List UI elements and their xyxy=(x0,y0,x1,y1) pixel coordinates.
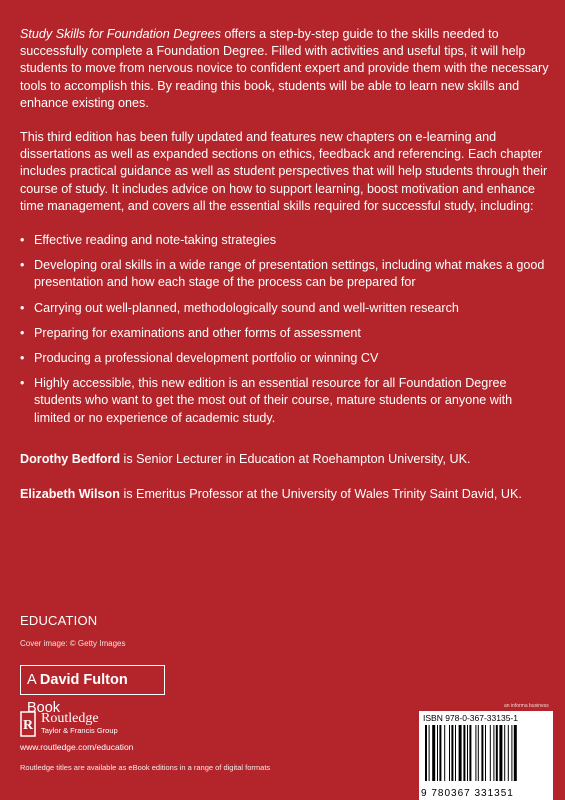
author-bio-bedford xyxy=(20,452,550,466)
publisher-url: www.routledge.com/education xyxy=(20,742,134,752)
list-item: • Producing a professional development portfolio or winning CV xyxy=(20,350,550,367)
imprint-prefix: A xyxy=(27,672,40,688)
ebook-note: Routledge titles are available as eBook editions in a range of digital formats xyxy=(20,763,271,772)
barcode-icon xyxy=(423,725,549,781)
isbn-label: ISBN 978-0-367-33135-1 xyxy=(423,713,518,723)
barcode-digits: 9 780367 331351 xyxy=(421,788,514,799)
intro-text: offers a step-by-step guide to the skills needed to successfully complete a Foundation Degree. Filled with activities and useful tips, it will help students to move from nervous novice to confident expert and provide them with the necessary tools to accomplish this. By reading this book, students will be able to learn new skills and enhance existing ones. xyxy=(20,27,549,110)
informa-tagline: an informa business xyxy=(504,703,549,709)
skills-list xyxy=(20,232,550,427)
cover-credit: Cover image: © Getty Images xyxy=(20,639,126,648)
list-item: • Effective reading and note-taking strategies xyxy=(20,232,550,249)
publisher-name: Routledge xyxy=(41,711,99,726)
imprint-suffix: Book xyxy=(27,700,61,716)
isbn-barcode xyxy=(419,711,553,800)
publisher-group: Taylor & Francis Group xyxy=(41,726,118,735)
routledge-r-icon xyxy=(20,711,36,737)
author-name: Elizabeth Wilson xyxy=(20,487,120,501)
imprint-box xyxy=(20,665,165,716)
list-item: • Preparing for examinations and other forms of assessment xyxy=(20,325,550,342)
book-title: Study Skills for Foundation Degrees xyxy=(20,27,221,41)
subject-category: EDUCATION xyxy=(20,613,98,628)
list-item: • Developing oral skills in a wide range of presentation settings, including what makes a good presentation and how each stage of the process can be prepared for xyxy=(20,257,550,291)
routledge-logo xyxy=(20,711,118,737)
author-bio-wilson xyxy=(20,487,550,501)
list-item: • Highly accessible, this new edition is an essential resource for all Foundation Degree students who want to get the most out of their course, mature students or anyone with limited or no experience of academic study. xyxy=(20,375,550,427)
back-cover-blurb xyxy=(20,26,550,435)
intro-paragraph xyxy=(20,26,550,112)
author-name: Dorothy Bedford xyxy=(20,452,121,466)
svg-text:R: R xyxy=(22,718,34,733)
imprint-name: David Fulton xyxy=(39,672,128,688)
list-item: • Carrying out well-planned, methodologically sound and well-written research xyxy=(20,300,550,317)
edition-paragraph: This third edition has been fully updated and features new chapters on e-learning and dissertations as well as expanded sections on ethics, feedback and referencing. Each chapter includes practical guidance as well as student perspectives that will help students through their course of study. It includes advice on how to support learning, boost motivation and enhance time management, and covers all the essential skills required for successful study, including: xyxy=(20,130,548,213)
author-bio: is Senior Lecturer in Education at Roehampton University, UK. xyxy=(120,452,471,466)
author-bio: is Emeritus Professor at the University of Wales Trinity Saint David, UK. xyxy=(119,487,522,501)
